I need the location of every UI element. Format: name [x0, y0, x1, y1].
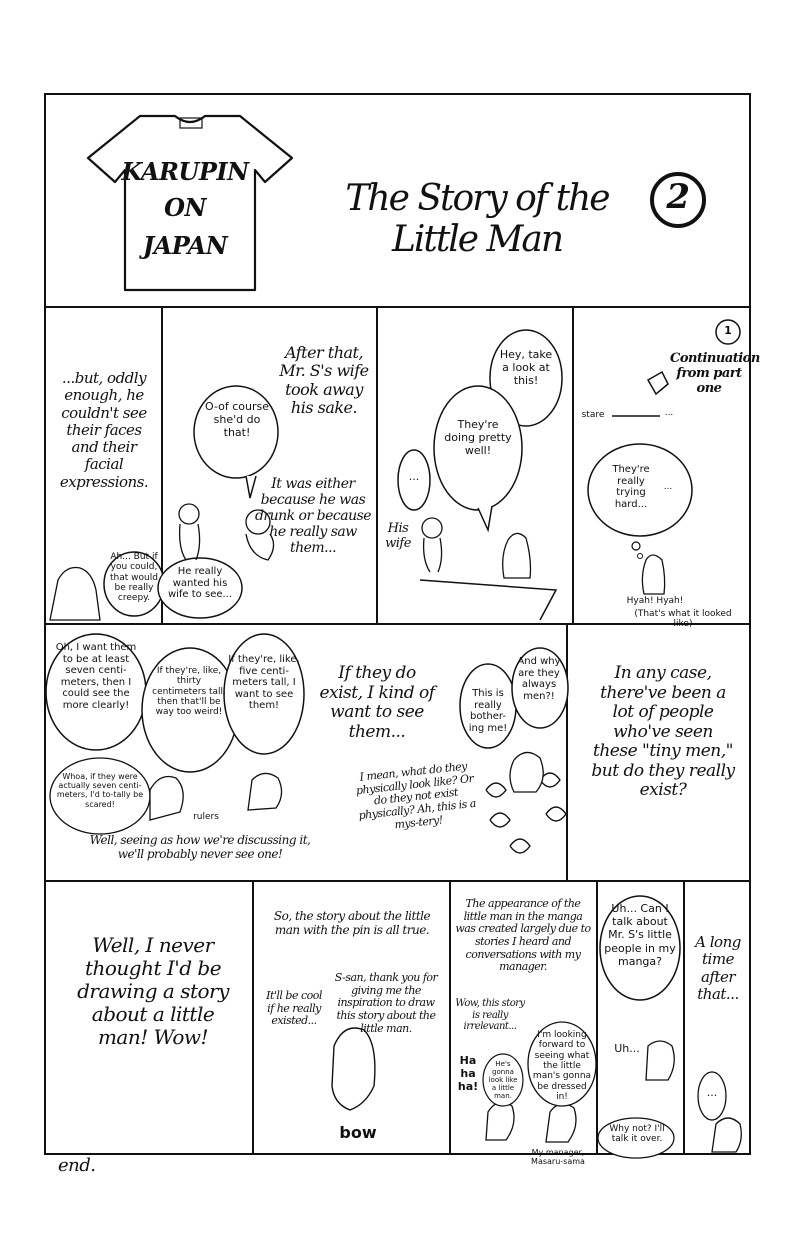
r1-p4-continuation: Continuation from part one — [670, 351, 760, 396]
r1-p3-label: His wife — [385, 521, 411, 551]
title-number: 2 — [666, 177, 690, 217]
r1-p4-circle-number: 1 — [724, 324, 732, 337]
page-title: The Story of the Little Man — [345, 178, 609, 261]
r1-p3-bubble-b: They're doing pretty well! — [444, 418, 512, 458]
r1-p3-bubble-a: Hey, take a look at this! — [499, 348, 553, 388]
tshirt-line3: JAPAN — [142, 231, 228, 260]
r3-p3-small: He's gonna look like a little man. — [488, 1060, 518, 1101]
r2-p1-caption: Well, seeing as how we're discussing it, we'll probably never see one! — [89, 833, 311, 861]
r3-manager-sketch — [546, 1104, 576, 1142]
r3-p3-text-a: Wow, this story is really irrelevant... — [455, 998, 525, 1032]
r3-p4-bubble: Uh... Can I talk about Mr. S's little people in my manga? — [604, 902, 676, 968]
r3-p3-haha: Ha ha ha! — [457, 1054, 479, 1094]
p2-figure-head — [179, 504, 199, 524]
p3-wife-head — [422, 518, 442, 538]
tshirt-line1: KARUPIN — [121, 157, 249, 186]
p3-man-sketch — [503, 533, 531, 578]
tshirt-line2: ON — [164, 193, 206, 222]
r3-p5-dots: ... — [706, 1086, 718, 1099]
r3-p1-narration: Well, I never thought I'd be drawing a story about a little man! Wow! — [77, 933, 229, 1049]
r3-bowing-character — [332, 1028, 375, 1110]
r2-character-a — [150, 777, 183, 821]
r2-p2-bubble-a: This is really bother-ing me! — [468, 688, 508, 734]
r2-character-b — [248, 773, 282, 810]
r2-p1-bubble-a: Oh, I want them to be at least seven centi-meters, then I could see the more clearly! — [55, 642, 137, 711]
r1-p4-thought: They're really trying hard... — [612, 464, 650, 510]
r1-p4-caption: (That's what it looked like) — [634, 609, 732, 630]
r2-p1-small: Whoa, if they were actually seven centi-meters, I'd to-tally be scared! — [56, 772, 144, 809]
r1-p1-narration: ...but, oddly enough, he couldn't see their faces and their facial expressions. — [59, 369, 149, 491]
end-mark: end. — [58, 1155, 96, 1176]
r2-worried-character — [510, 752, 543, 792]
r1-p4-sfx: Hyah! Hyah! — [626, 596, 684, 606]
r3-author-sketch — [486, 1102, 514, 1140]
r2-p2-side: I mean, what do they physically look like? Or do they not exist physically? Ah, this is a mys-tery! — [355, 759, 477, 831]
r3-p3-narration: The appearance of the little man in the manga was created largely due to stories I heard and conversations with my manager. — [455, 897, 591, 974]
r1-p4-thought-dots: ... — [663, 482, 673, 492]
p4-arrow-icon — [648, 372, 668, 394]
r1-p2-narration-a: After that, Mr. S's wife took away his sake. — [279, 343, 369, 418]
r3-p4-bubble-b: Why not? I'll talk it over. — [609, 1124, 665, 1145]
r3-p2-narration: So, the story about the little man with the pin is all true. — [273, 909, 431, 937]
r3-p2-bow: bow — [339, 1123, 377, 1142]
r3-character-back — [712, 1118, 741, 1152]
p4-man-sketch — [642, 555, 664, 594]
r2-p3-narration: In any case, there've been a lot of people who've seen these "tiny men," but do they really exist? — [591, 663, 735, 801]
r1-p2-narration-b: It was either because he was drunk or because he really saw them... — [254, 476, 372, 557]
p3-table — [420, 580, 556, 620]
r2-p2-narration: If they do exist, I kind of want to see them... — [319, 663, 435, 742]
r3-p3-bubble: I'm looking forward to seeing what the little man's gonna be dressed in! — [532, 1030, 592, 1103]
r1-p2-small: He really wanted his wife to see... — [167, 566, 233, 600]
r3-p2-text-b: S-san, thank you for giving me the inspiration to draw this story about the little man. — [334, 971, 438, 1035]
r3-author-thinking — [646, 1041, 674, 1080]
r3-p5-narration: A long time after that... — [695, 933, 741, 1003]
p1-girl-sketch — [50, 568, 100, 621]
r2-p2-bubble-b: And why are they always men?! — [517, 656, 561, 702]
r2-p1-bubble-c: If they're, like, five centi-meters tall, I want to see them! — [228, 654, 300, 711]
r2-p1-rulers: rulers — [193, 812, 219, 822]
r1-p2-bubble: O-of course she'd do that! — [204, 400, 269, 440]
r3-p3-caption: My manager, Masaru-sama — [531, 1148, 585, 1167]
r1-p1-bubble: Ah... But if you could, that would be really creepy. — [110, 552, 158, 604]
r3-p2-text-a: It'll be cool if he really existed... — [266, 989, 322, 1028]
r1-p4-stare: stare — [581, 410, 605, 420]
r1-p3-bubble-c: ... — [408, 470, 420, 483]
r1-p4-dots: ... — [664, 408, 674, 418]
r2-p1-bubble-b: If they're, like, thirty centimeters tall, then that'll be way too weird! — [152, 666, 226, 718]
r3-p4-uh: Uh... — [614, 1042, 640, 1055]
